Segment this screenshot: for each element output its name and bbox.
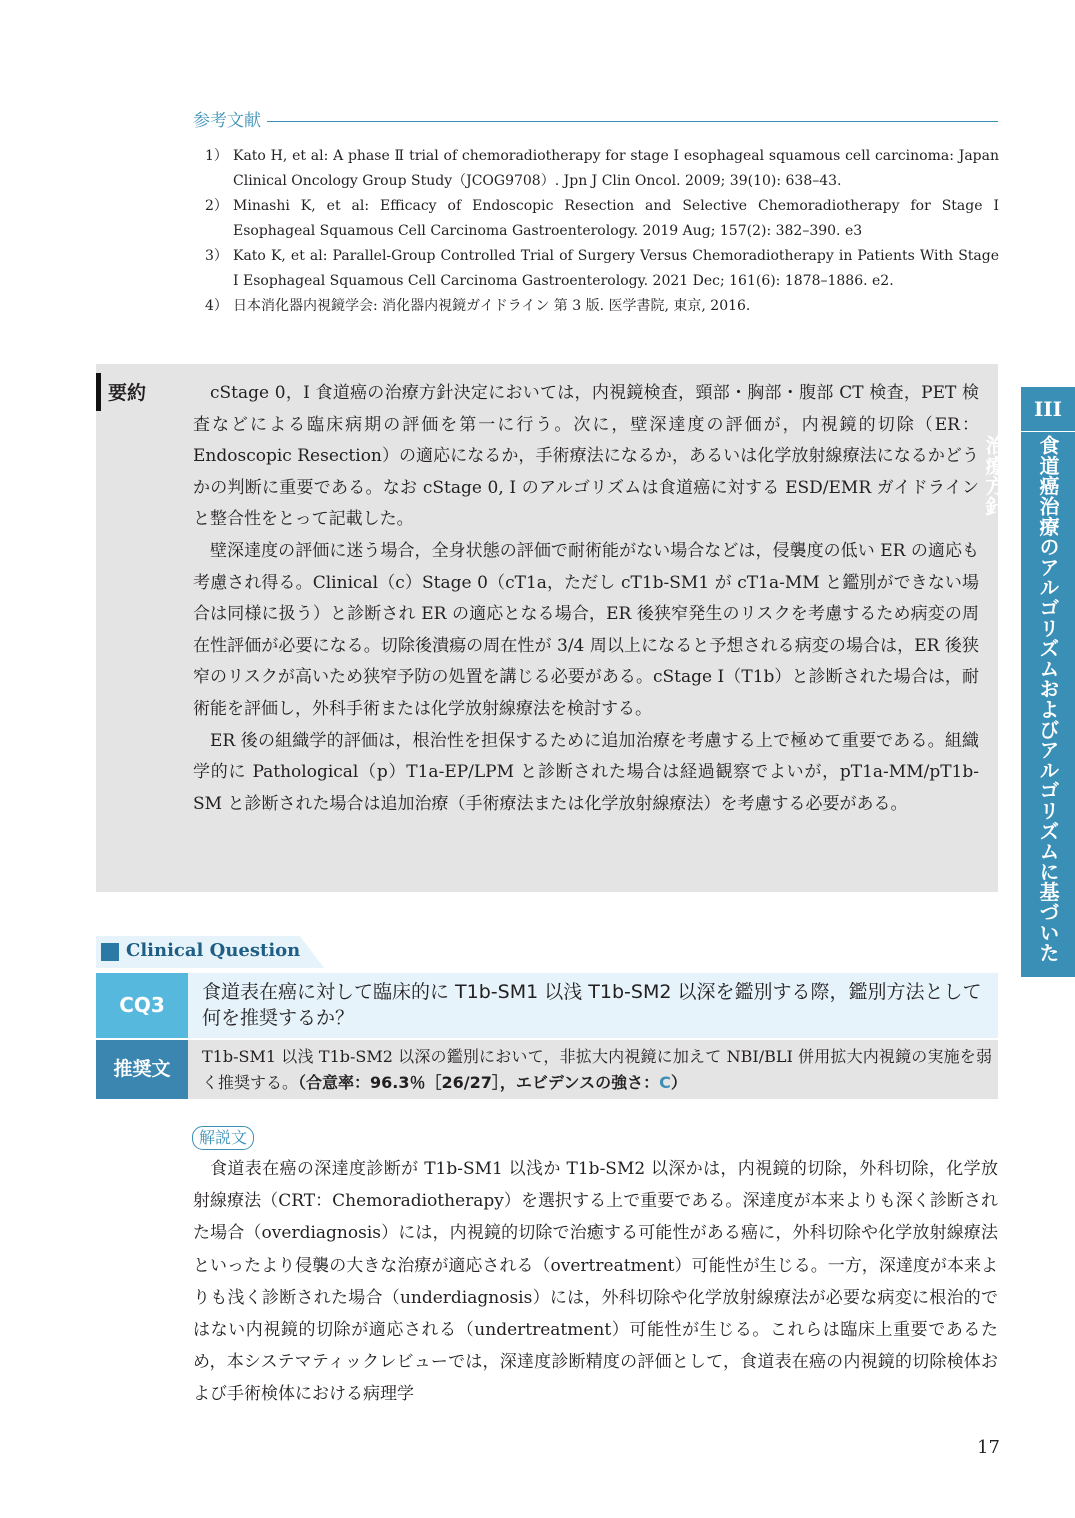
references-heading [193, 108, 998, 134]
cq-question: 食道表在癌に対して臨床的に T1b-SM1 以浅 T1b-SM2 以深を鑑別する際，鑑別方法として何を推奨するか？ [202, 981, 982, 1029]
summary-body [193, 378, 979, 820]
cq-badge: CQ3 [96, 973, 188, 1038]
recommendation-badge: 推奨文 [96, 1040, 188, 1099]
references-title: 参考文献 [193, 108, 267, 134]
reference-item: 1） Kato H, et al: A phase Ⅱ trial of chemoradiotherapy for stage I esophageal squamous cell carcinoma: Japan Clinical Oncology Group Study（JCOG9708）. Jpn J Clin Oncol. 2009; 39(10): 638–43. [205, 148, 999, 189]
summary-box [96, 364, 998, 892]
references-list [205, 144, 999, 319]
summary-paragraph: ER 後の組織学的評価は，根治性を担保するために追加治療を考慮する上で極めて重要である。組織学的に Pathological（p）T1a-EP/LPM と診断された場合は経過観察でよいが，pT1a-MM/pT1b-SM と診断された場合は追加治療（手術療法または化学放射線療法）を考慮する必要がある。 [193, 730, 979, 814]
commentary-label: 解説文 [192, 1126, 254, 1150]
chapter-side-tab [982, 387, 1075, 977]
chapter-title: 食道癌治療のアルゴリズムおよびアルゴリズムに基づいた治療方針 [982, 435, 1060, 963]
page-number: 17 [977, 1437, 1000, 1458]
summary-marker-bar [96, 373, 101, 411]
recommendation-row [96, 1040, 998, 1099]
cq-row [96, 973, 998, 1038]
references-rule [193, 121, 998, 122]
summary-paragraph: 壁深達度の評価に迷う場合，全身状態の評価で耐術能がない場合などは，侵襲度の低い ER の適応も考慮され得る。Clinical（c）Stage 0（cT1a，ただし cT1b-SM1 が cT1a-MM と鑑別ができない場合は同様に扱う）と診断され ER の適応となる場合，ER 後狭窄発生のリスクを考慮するため病変の周在性評価が必要になる。切除後潰瘍の周在性が 3/4 周以上になると予想される病変の場合は，ER 後狭窄のリスクが高いため狭窄予防の処置を講じる必要がある。cStage I（T1b）と診断された場合は，耐術能を評価し，外科手術または化学放射線療法を検討する。 [193, 540, 979, 719]
clinical-question-tag-label: Clinical Question [126, 940, 301, 961]
summary-label: 要約 [108, 382, 147, 404]
recommendation-text-block [202, 1044, 992, 1096]
square-icon [101, 943, 119, 961]
reference-item: 4） 日本消化器内視鏡学会: 消化器内視鏡ガイドライン 第 3 版. 医学書院, 東京, 2016. [205, 298, 751, 314]
summary-paragraph: cStage 0，I 食道癌の治療方針決定においては，内視鏡検査，頸部・胸部・腹部 CT 検査，PET 検査などによる臨床病期の評価を第一に行う。次に，壁深達度の評価が，内視鏡的切除（ER：Endoscopic Resection）の適応になるか，手術療法になるか，あるいは化学放射線療法になるかどうかの判断に重要である。なお cStage 0, I のアルゴリズムは食道癌に対する ESD/EMR ガイドラインと整合性をとって記載した。 [193, 383, 979, 530]
reference-item: 3） Kato K, et al: Parallel-Group Controlled Trial of Surgery Versus Chemoradiotherapy in Patients With Stage I Esophageal Squamous Cell Carcinoma Gastroenterology. 2021 Dec; 161(6): 1878–1886. e2. [205, 248, 999, 289]
recommendation-text: T1b-SM1 以浅 T1b-SM2 以深の鑑別において，非拡大内視鏡に加えて NBI/BLI 併用拡大内視鏡の実施を弱く推奨する。 [202, 1047, 992, 1092]
reference-item: 2） Minashi K, et al: Efficacy of Endoscopic Resection and Selective Chemoradiotherapy for Stage I Esophageal Squamous Cell Carcinoma Gastroenterology. 2019 Aug; 157(2): 382–390. e3 [205, 198, 999, 239]
clinical-question-tag [96, 936, 324, 968]
evidence-grade: C [659, 1073, 671, 1092]
consensus-info: （合意率：96.3％［26/27］，エビデンスの強さ：C） [298, 1073, 687, 1092]
chapter-number: III [1021, 387, 1075, 432]
commentary-body: 食道表在癌の深達度診断が T1b-SM1 以浅か T1b-SM2 以深かは，内視鏡的切除，外科切除，化学放射線療法（CRT：Chemoradiotherapy）を選択する上で重要である。深達度が本来よりも深く診断された場合（overdiagnosis）には，内視鏡的切除で治癒する可能性がある癌に，外科切除や化学放射線療法といったより侵襲の大きな治療が適応される（overtreatment）可能性が生じる。一方，深達度が本来よりも浅く診断された場合（underdiagnosis）には，外科切除や化学放射線療法が必要な病変に根治的ではない内視鏡的切除が適応される（undertreatment）可能性が生じる。これらは臨床上重要であるため，本システマティックレビューでは，深達度診断精度の評価として，食道表在癌の内視鏡的切除検体および手術検体における病理学 [193, 1159, 998, 1405]
